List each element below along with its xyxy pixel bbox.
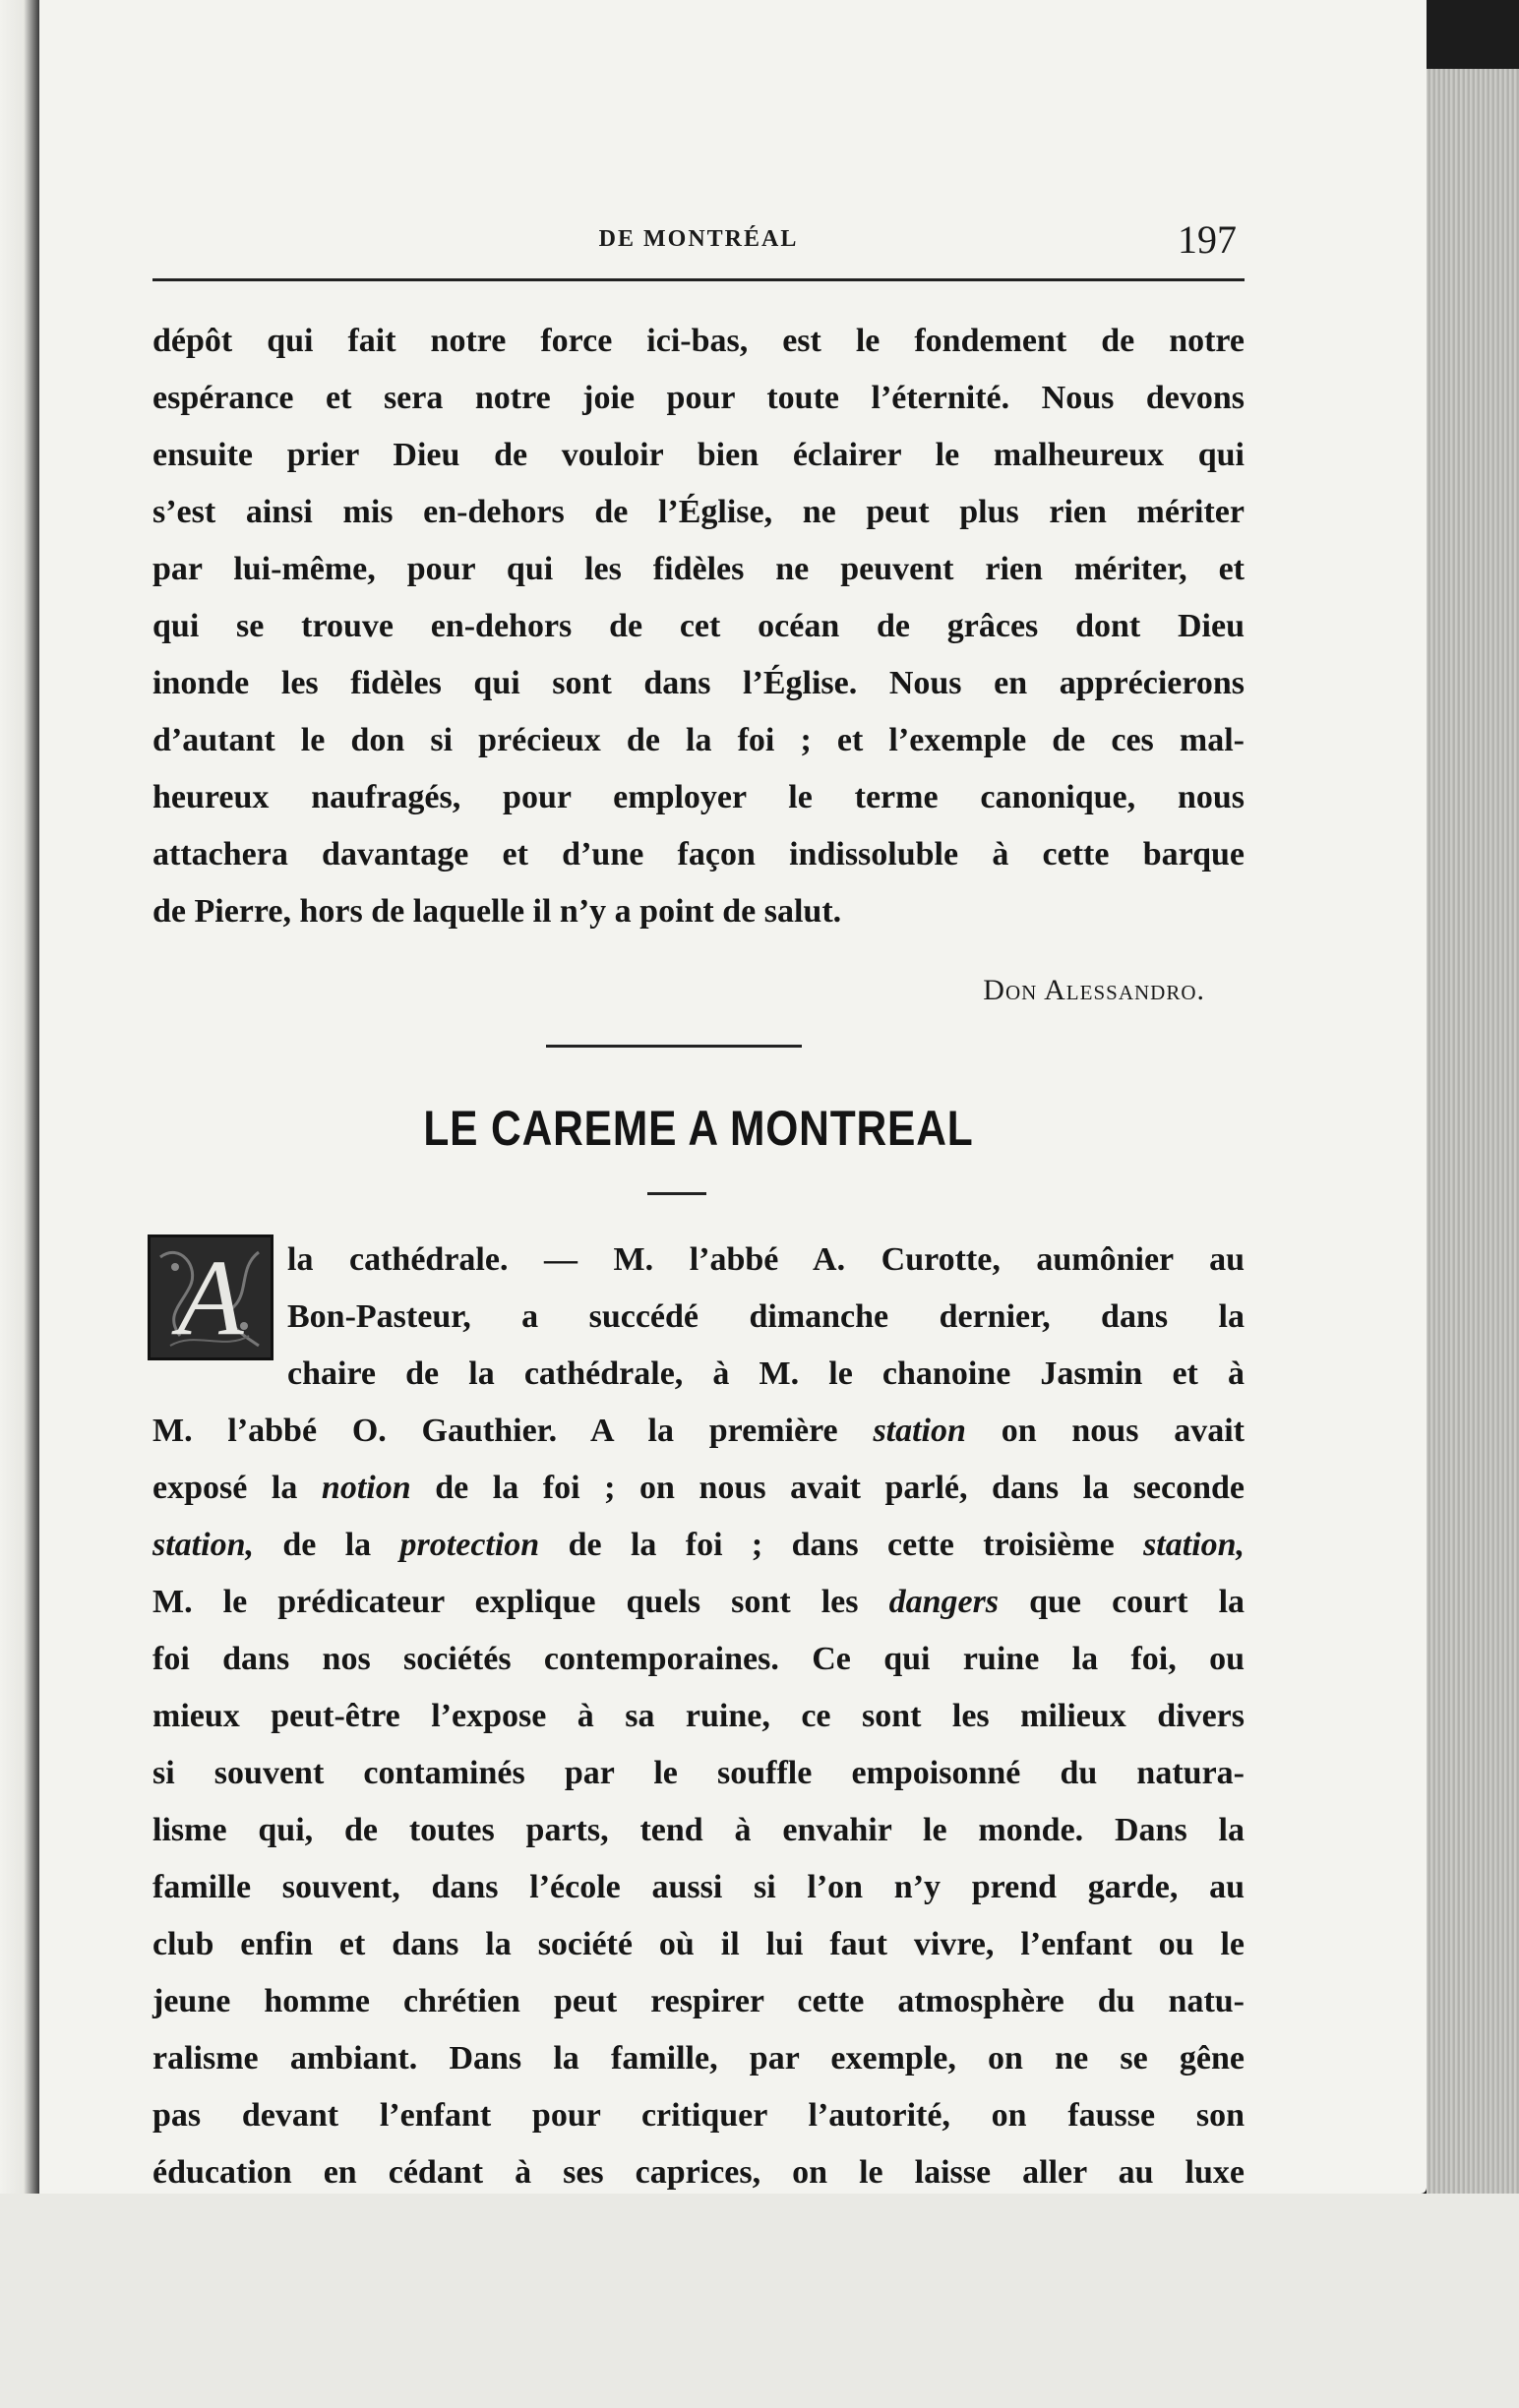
text-line xyxy=(152,1574,1245,1631)
page-header xyxy=(152,217,1245,275)
continued-paragraph xyxy=(152,313,1245,940)
line-text: de la xyxy=(282,1527,372,1563)
text-line: foi dans nos sociétés contemporaines. Ce qui ruine la foi, ou xyxy=(152,1641,1245,1677)
page-block-edges xyxy=(1427,69,1519,2194)
italic-word: protection xyxy=(399,1527,540,1563)
text-line: chaire de la cathédrale, à M. le chanoine Jasmin et à xyxy=(287,1355,1245,1392)
line-text: M. l’abbé O. Gauthier. A la première xyxy=(152,1413,838,1449)
text-line: Bon-Pasteur, a succédé dimanche dernier, dans la xyxy=(287,1298,1245,1335)
text-line: de Pierre, hors de laquelle il n’y a point de salut. xyxy=(152,893,842,930)
text-line: club enfin et dans la société où il lui faut vivre, l’enfant ou le xyxy=(152,1926,1245,1962)
text-line: d’autant le don si précieux de la foi ; et l’exemple de ces mal- xyxy=(152,722,1245,758)
text-line: heureux naufragés, pour employer le terme canonique, nous xyxy=(152,779,1245,815)
text-line xyxy=(152,1403,1245,1460)
section-divider xyxy=(546,1045,802,1048)
text-line: éducation en cédant à ses caprices, on le laisse aller au luxe xyxy=(152,2154,1245,2191)
italic-word: station, xyxy=(1143,1527,1246,1563)
italic-word: dangers xyxy=(888,1584,1000,1620)
text-line: jeune homme chrétien peut respirer cette atmosphère du natu- xyxy=(152,1983,1245,2019)
text-line: s’est ainsi mis en-dehors de l’Église, ne peut plus rien mériter xyxy=(152,494,1245,530)
dropcap-lines xyxy=(287,1232,1245,1403)
ornamental-dropcap xyxy=(148,1234,273,1360)
line-text: que court la xyxy=(1029,1584,1246,1620)
facing-page-edge xyxy=(0,0,39,2408)
text-line: qui se trouve en-dehors de cet océan de grâces dont Dieu xyxy=(152,608,1245,644)
line-text: de la foi ; dans cette troisième xyxy=(568,1527,1115,1563)
line-text: on nous avait xyxy=(1001,1413,1245,1449)
text-line: attachera davantage et d’une façon indissoluble à cette barque xyxy=(152,836,1245,873)
running-head: DE MONTRÉAL xyxy=(598,226,799,252)
text-line xyxy=(152,1460,1245,1517)
author-signature: Don Alessandro. xyxy=(983,974,1205,1006)
dropcap-letter: A xyxy=(177,1237,244,1357)
section-title: LE CAREME A MONTREAL xyxy=(423,1101,974,1156)
text-line: espérance et sera notre joie pour toute l’éternité. Nous devons xyxy=(152,380,1245,416)
page-number: 197 xyxy=(1178,217,1237,262)
italic-word: station xyxy=(873,1413,966,1449)
header-rule xyxy=(152,278,1245,281)
text-line: ralisme ambiant. Dans la famille, par exemple, on ne se gêne xyxy=(152,2040,1245,2077)
text-line: famille souvent, dans l’école aussi si l’on n’y prend garde, au xyxy=(152,1869,1245,1905)
scan-background xyxy=(0,2194,1519,2408)
text-line: pas devant l’enfant pour critiquer l’autorité, on fausse son xyxy=(152,2097,1245,2134)
text-line: dépôt qui fait notre force ici-bas, est le fondement de notre xyxy=(152,323,1245,359)
text-line: ensuite prier Dieu de vouloir bien éclairer le malheureux qui xyxy=(152,437,1245,473)
text-line: la cathédrale. — M. l’abbé A. Curotte, aumônier au xyxy=(287,1241,1245,1278)
title-dash xyxy=(647,1192,706,1195)
text-line: par lui-même, pour qui les fidèles ne peuvent rien mériter, et xyxy=(152,551,1245,587)
line-text: exposé la xyxy=(152,1470,298,1506)
text-line xyxy=(152,1517,1245,1574)
italic-word: notion xyxy=(321,1470,411,1506)
section-paragraph xyxy=(152,1403,1245,2201)
line-text: M. le prédicateur explique quels sont les xyxy=(152,1584,859,1620)
text-line: inonde les fidèles qui sont dans l’Église. Nous en apprécierons xyxy=(152,665,1245,701)
text-line: si souvent contaminés par le souffle empoisonné du natura- xyxy=(152,1755,1245,1791)
text-line: mieux peut-être l’expose à sa ruine, ce sont les milieux divers xyxy=(152,1698,1245,1734)
line-text: de la foi ; on nous avait parlé, dans la seconde xyxy=(435,1470,1246,1506)
italic-word: station, xyxy=(152,1527,254,1563)
text-line: lisme qui, de toutes parts, tend à envahir le monde. Dans la xyxy=(152,1812,1245,1848)
